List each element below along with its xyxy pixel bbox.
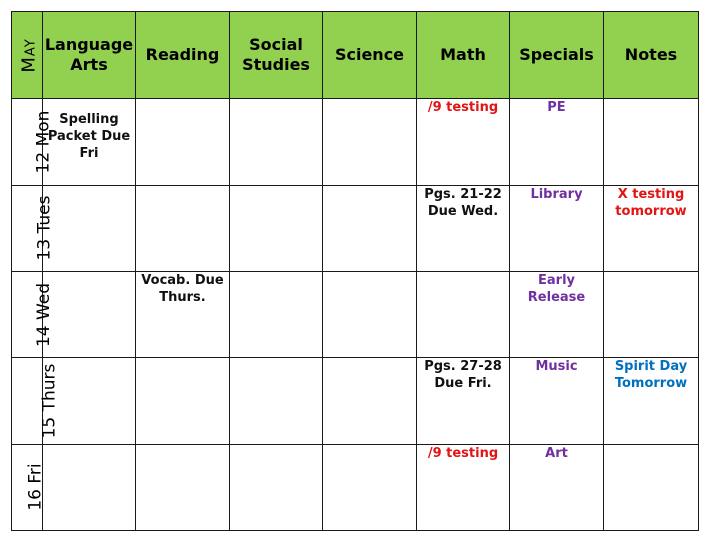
column-header-label: Math bbox=[440, 45, 486, 65]
table-cell bbox=[604, 271, 699, 357]
column-header-specials bbox=[510, 12, 604, 99]
cell-text: Art bbox=[545, 445, 568, 461]
column-header-reading bbox=[136, 12, 230, 99]
table-cell bbox=[43, 185, 136, 271]
table-cell bbox=[510, 358, 604, 444]
table-cell bbox=[230, 271, 323, 357]
day-label: 15 Thurs bbox=[39, 363, 60, 439]
table-cell bbox=[230, 185, 323, 271]
table-cell bbox=[417, 271, 510, 357]
cell-text: Library bbox=[530, 186, 583, 202]
table-cell bbox=[604, 99, 699, 185]
cell-text: Early Release bbox=[527, 272, 586, 305]
table-cell bbox=[323, 271, 417, 357]
column-header-label: Specials bbox=[519, 45, 594, 65]
day-cell bbox=[12, 444, 46, 530]
table-cell bbox=[510, 99, 604, 185]
table-row bbox=[12, 185, 699, 271]
table-cell bbox=[43, 271, 136, 357]
column-header-label: Social Studies bbox=[242, 35, 310, 75]
table-row bbox=[12, 271, 699, 357]
weekly-planner-table bbox=[11, 11, 699, 531]
table-cell bbox=[417, 99, 510, 185]
header-row bbox=[12, 12, 699, 99]
cell-text: /9 testing bbox=[427, 445, 499, 461]
table-row bbox=[12, 444, 699, 530]
table-cell bbox=[604, 358, 699, 444]
column-header-language-arts bbox=[43, 12, 136, 99]
table-cell bbox=[136, 99, 230, 185]
table-cell bbox=[323, 185, 417, 271]
table-cell bbox=[417, 444, 510, 530]
cell-text: PE bbox=[547, 100, 566, 116]
table-row bbox=[12, 99, 699, 185]
cell-text: Spelling Packet Due Fri bbox=[47, 112, 131, 162]
table-cell bbox=[323, 99, 417, 185]
day-label: 13 Tues bbox=[34, 195, 55, 261]
cell-text: Pgs. 27-28 Due Fri. bbox=[424, 359, 502, 392]
day-label: 16 Fri bbox=[25, 463, 46, 511]
column-header-label: Science bbox=[334, 45, 405, 65]
day-cell bbox=[12, 271, 55, 357]
cell-text: X testing tomorrow bbox=[615, 186, 687, 219]
table-cell bbox=[323, 358, 417, 444]
table-cell bbox=[136, 358, 230, 444]
cell-text: Pgs. 21-22 Due Wed. bbox=[424, 186, 502, 219]
day-label: 14 Wed bbox=[34, 282, 55, 347]
column-header-math bbox=[417, 12, 510, 99]
day-cell bbox=[12, 99, 54, 185]
month-header-cell bbox=[12, 12, 43, 99]
column-header-social-studies bbox=[230, 12, 323, 99]
day-cell bbox=[12, 358, 60, 444]
table-cell bbox=[604, 185, 699, 271]
table-cell bbox=[43, 444, 136, 530]
cell-text: Vocab. Due Thurs. bbox=[141, 272, 224, 305]
cell-text: /9 testing bbox=[427, 100, 499, 116]
table-cell bbox=[230, 358, 323, 444]
table-cell bbox=[136, 444, 230, 530]
table-cell bbox=[136, 185, 230, 271]
table-cell bbox=[230, 444, 323, 530]
table-cell bbox=[43, 99, 136, 185]
column-header-label: Language Arts bbox=[44, 35, 134, 75]
cell-text: Spirit Day Tomorrow bbox=[614, 359, 688, 392]
day-cell bbox=[12, 185, 55, 271]
cell-text: Music bbox=[535, 359, 578, 375]
table-cell bbox=[604, 444, 699, 530]
column-header-notes bbox=[604, 12, 699, 99]
table-cell bbox=[417, 358, 510, 444]
month-label: May bbox=[18, 37, 40, 73]
table-cell bbox=[510, 444, 604, 530]
column-header-label: Reading bbox=[145, 45, 220, 65]
table-cell bbox=[510, 271, 604, 357]
table-cell bbox=[323, 444, 417, 530]
table-cell bbox=[510, 185, 604, 271]
table-cell bbox=[230, 99, 323, 185]
column-header-label: Notes bbox=[624, 45, 678, 65]
table-cell bbox=[417, 185, 510, 271]
day-label: 12 Mon bbox=[33, 110, 54, 174]
table-cell bbox=[136, 271, 230, 357]
table-row bbox=[12, 358, 699, 444]
column-header-science bbox=[323, 12, 417, 99]
